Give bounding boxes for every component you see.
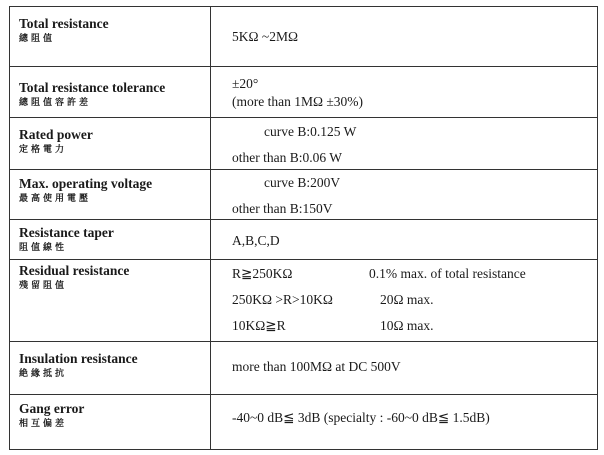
spec-label-cell: [10, 7, 211, 67]
spec-label-cell: [10, 118, 211, 170]
spec-label-en: Insulation resistance: [19, 351, 138, 366]
spec-row-resistance-taper: [10, 220, 598, 260]
spec-row-total-resistance: [10, 7, 598, 67]
spec-value-cell: [211, 395, 598, 450]
spec-value-cell: [211, 342, 598, 395]
limit: 10Ω max.: [380, 318, 434, 333]
spec-row-max-operating-voltage: [10, 170, 598, 220]
spec-label-zh: 殘留阻值: [19, 281, 68, 291]
spec-label-zh: 總阻值: [19, 34, 56, 44]
spec-value: -40~0 dB≦ 3dB (specialty : -60~0 dB≦ 1.5dB): [232, 410, 490, 425]
condition: R≧250KΩ: [232, 266, 293, 281]
spec-label-en: Gang error: [19, 401, 85, 416]
spec-value: A,B,C,D: [232, 233, 280, 248]
spec-label-en: Total resistance: [19, 16, 109, 31]
spec-row-gang-error: [10, 395, 598, 450]
spec-label-zh: 絶緣抵抗: [19, 369, 68, 379]
spec-row-residual-resistance: [10, 260, 598, 342]
spec-label-zh: 最高使用電壓: [19, 194, 92, 204]
spec-row-rated-power: [10, 118, 598, 170]
limit: 20Ω max.: [380, 292, 434, 307]
spec-value-cell: [211, 118, 598, 170]
spec-label-cell: [10, 395, 211, 450]
spec-label-en: Resistance taper: [19, 225, 114, 240]
spec-value: curve B:0.125 W: [264, 124, 357, 139]
spec-value: other than B:150V: [232, 201, 333, 216]
spec-value: ±20°: [232, 76, 259, 91]
spec-value: 5KΩ ~2MΩ: [232, 29, 298, 44]
spec-row-total-resistance-tolerance: [10, 67, 598, 118]
spec-value-line: [232, 266, 597, 282]
spec-label-zh: 阻值線性: [19, 243, 68, 253]
specifications-table: [9, 6, 598, 450]
spec-label-zh: 相互偏差: [19, 419, 68, 429]
spec-label-cell: [10, 342, 211, 395]
spec-value-cell: [211, 67, 598, 118]
condition: 10KΩ≧R: [232, 318, 286, 333]
spec-value: more than 100MΩ at DC 500V: [232, 359, 401, 374]
spec-label-cell: [10, 220, 211, 260]
spec-label-en: Residual resistance: [19, 263, 130, 278]
condition: 250KΩ >R>10KΩ: [232, 292, 333, 307]
spec-value-cell: [211, 7, 598, 67]
spec-label-en: Rated power: [19, 127, 93, 142]
spec-value-cell: [211, 220, 598, 260]
spec-value-cell: [211, 260, 598, 342]
spec-value: other than B:0.06 W: [232, 150, 342, 165]
spec-label-cell: [10, 67, 211, 118]
spec-value: curve B:200V: [264, 175, 341, 190]
spec-label-en: Max. operating voltage: [19, 176, 153, 191]
spec-value: (more than 1MΩ ±30%): [232, 94, 364, 109]
spec-label-zh: 定格電力: [19, 145, 68, 155]
spec-value-line: [232, 292, 597, 308]
spec-value-cell: [211, 170, 598, 220]
spec-label-cell: [10, 170, 211, 220]
spec-label-zh: 總阻值容許差: [19, 98, 92, 108]
spec-label-cell: [10, 260, 211, 342]
spec-value-line: [232, 318, 597, 334]
spec-row-insulation-resistance: [10, 342, 598, 395]
limit: 0.1% max. of total resistance: [369, 266, 526, 281]
spec-label-en: Total resistance tolerance: [19, 80, 166, 95]
